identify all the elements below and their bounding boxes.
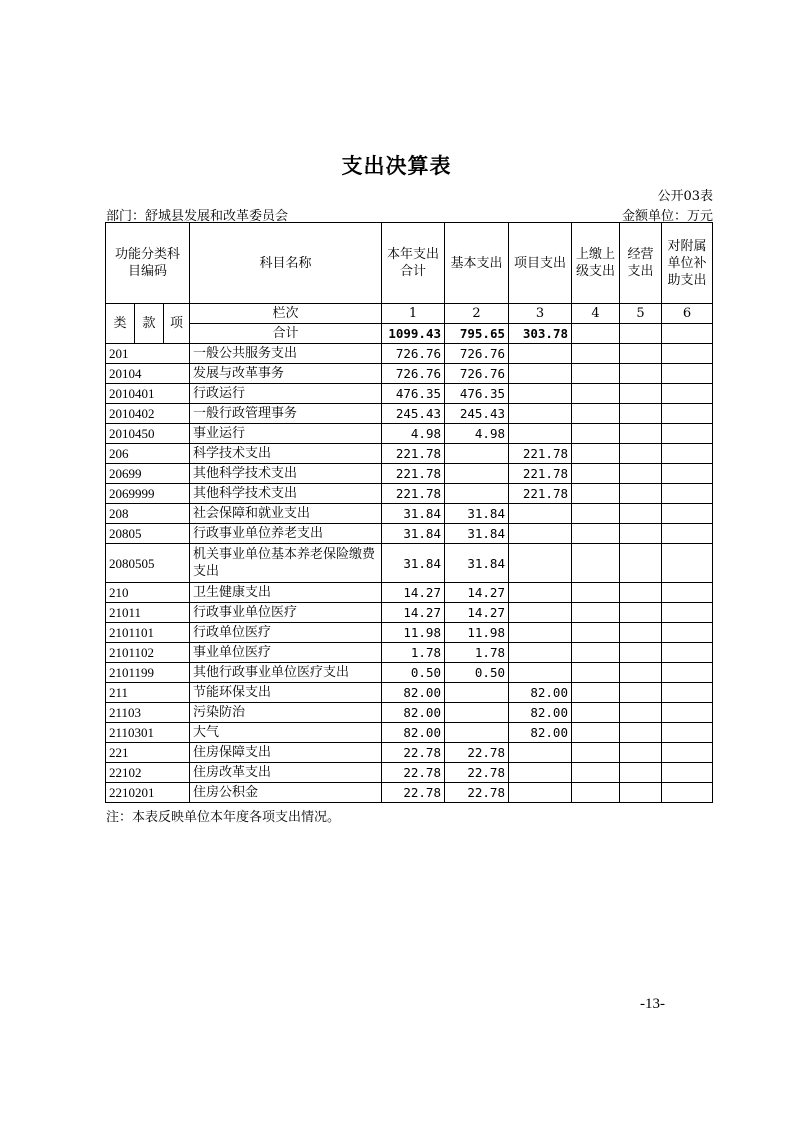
- row-subject-name: 事业单位医疗: [190, 643, 382, 663]
- row-project: [509, 504, 572, 524]
- row-project: [509, 603, 572, 623]
- header-remit: 上缴上级支出: [572, 223, 620, 304]
- row-subsidy: [662, 404, 713, 424]
- row-remit: [572, 723, 620, 743]
- row-project: 82.00: [509, 683, 572, 703]
- row-operating: [620, 544, 662, 583]
- row-subsidy: [662, 643, 713, 663]
- row-subject-name: 社会保障和就业支出: [190, 504, 382, 524]
- row-subsidy: [662, 683, 713, 703]
- page-title: 支出决算表: [341, 154, 452, 178]
- row-total: 221.78: [382, 464, 445, 484]
- row-subsidy: [662, 763, 713, 783]
- header-subject-name: 科目名称: [190, 223, 382, 304]
- total-remit: [572, 324, 620, 344]
- header-row: [106, 223, 713, 304]
- row-basic: 726.76: [445, 344, 509, 364]
- row-code: 2069999: [106, 484, 190, 504]
- row-project: [509, 424, 572, 444]
- header-kuan: 款: [135, 304, 164, 344]
- row-basic: 245.43: [445, 404, 509, 424]
- row-code: 208: [106, 504, 190, 524]
- row-remit: [572, 783, 620, 803]
- row-code: 2010450: [106, 424, 190, 444]
- row-basic: 31.84: [445, 524, 509, 544]
- table-row: [106, 763, 713, 783]
- row-code: 21103: [106, 703, 190, 723]
- header-xiang: 项: [164, 304, 190, 344]
- expenditure-table: [105, 222, 713, 803]
- row-basic: [445, 703, 509, 723]
- row-subject-name: 住房改革支出: [190, 763, 382, 783]
- row-subsidy: [662, 603, 713, 623]
- row-subject-name: 一般行政管理事务: [190, 404, 382, 424]
- row-remit: [572, 464, 620, 484]
- row-subsidy: [662, 524, 713, 544]
- total-operating: [620, 324, 662, 344]
- row-basic: [445, 723, 509, 743]
- col-index-5: 5: [620, 304, 662, 324]
- row-subject-name: 其他科学技术支出: [190, 464, 382, 484]
- table-row: [106, 544, 713, 583]
- row-code: 2101199: [106, 663, 190, 683]
- header-project: 项目支出: [509, 223, 572, 304]
- row-subsidy: [662, 484, 713, 504]
- row-subsidy: [662, 384, 713, 404]
- row-operating: [620, 364, 662, 384]
- row-operating: [620, 603, 662, 623]
- row-subject-name: 事业运行: [190, 424, 382, 444]
- row-remit: [572, 603, 620, 623]
- header-lei: 类: [106, 304, 135, 344]
- row-total: 4.98: [382, 424, 445, 444]
- row-subsidy: [662, 703, 713, 723]
- row-subsidy: [662, 663, 713, 683]
- row-basic: 22.78: [445, 763, 509, 783]
- row-operating: [620, 623, 662, 643]
- row-remit: [572, 643, 620, 663]
- row-total: 11.98: [382, 623, 445, 643]
- row-operating: [620, 464, 662, 484]
- row-code: 2010402: [106, 404, 190, 424]
- row-subsidy: [662, 723, 713, 743]
- row-basic: 1.78: [445, 643, 509, 663]
- row-code: 20805: [106, 524, 190, 544]
- row-subsidy: [662, 364, 713, 384]
- row-project: [509, 743, 572, 763]
- row-subsidy: [662, 344, 713, 364]
- row-code: 2210201: [106, 783, 190, 803]
- row-project: [509, 783, 572, 803]
- row-code: 20699: [106, 464, 190, 484]
- row-subject-name: 住房公积金: [190, 783, 382, 803]
- row-code: 210: [106, 583, 190, 603]
- table-row: [106, 444, 713, 464]
- row-basic: 22.78: [445, 783, 509, 803]
- col-index-4: 4: [572, 304, 620, 324]
- row-remit: [572, 623, 620, 643]
- row-total: 22.78: [382, 783, 445, 803]
- row-total: 726.76: [382, 364, 445, 384]
- row-total: 31.84: [382, 544, 445, 583]
- row-operating: [620, 683, 662, 703]
- column-index-row: [106, 304, 713, 324]
- row-basic: [445, 484, 509, 504]
- row-subject-name: 污染防治: [190, 703, 382, 723]
- row-total: 31.84: [382, 504, 445, 524]
- row-basic: [445, 683, 509, 703]
- table-row: [106, 404, 713, 424]
- row-operating: [620, 504, 662, 524]
- row-total: 22.78: [382, 763, 445, 783]
- col-index-2: 2: [445, 304, 509, 324]
- row-operating: [620, 444, 662, 464]
- col-index-6: 6: [662, 304, 713, 324]
- row-total: 82.00: [382, 703, 445, 723]
- total-project: 303.78: [509, 324, 572, 344]
- row-project: [509, 524, 572, 544]
- row-subsidy: [662, 743, 713, 763]
- table-row: [106, 484, 713, 504]
- row-operating: [620, 404, 662, 424]
- row-subsidy: [662, 623, 713, 643]
- row-basic: 4.98: [445, 424, 509, 444]
- row-total: 0.50: [382, 663, 445, 683]
- row-subject-name: 大气: [190, 723, 382, 743]
- page-number: -13-: [640, 996, 665, 1012]
- row-remit: [572, 444, 620, 464]
- row-operating: [620, 783, 662, 803]
- row-basic: 0.50: [445, 663, 509, 683]
- row-subject-name: 卫生健康支出: [190, 583, 382, 603]
- row-code: 2010401: [106, 384, 190, 404]
- row-total: 476.35: [382, 384, 445, 404]
- table-row: [106, 783, 713, 803]
- header-basic: 基本支出: [445, 223, 509, 304]
- row-total: 31.84: [382, 524, 445, 544]
- row-total: 1.78: [382, 643, 445, 663]
- row-project: [509, 384, 572, 404]
- row-project: 82.00: [509, 703, 572, 723]
- table-row: [106, 384, 713, 404]
- row-operating: [620, 643, 662, 663]
- row-code: 22102: [106, 763, 190, 783]
- row-total: 245.43: [382, 404, 445, 424]
- row-remit: [572, 344, 620, 364]
- header-total: 本年支出合计: [382, 223, 445, 304]
- row-subsidy: [662, 504, 713, 524]
- row-subject-name: 行政事业单位医疗: [190, 603, 382, 623]
- row-remit: [572, 484, 620, 504]
- total-amount: 1099.43: [382, 324, 445, 344]
- row-basic: 22.78: [445, 743, 509, 763]
- row-basic: 31.84: [445, 544, 509, 583]
- row-code: 20104: [106, 364, 190, 384]
- header-subsidy: 对附属单位补助支出: [662, 223, 713, 304]
- row-project: [509, 623, 572, 643]
- row-code: 2080505: [106, 544, 190, 583]
- table-row: [106, 524, 713, 544]
- form-code: 公开03表: [657, 189, 713, 204]
- col-index-3: 3: [509, 304, 572, 324]
- footnote: 注：本表反映单位本年度各项支出情况。: [106, 810, 341, 825]
- row-subject-name: 机关事业单位基本养老保险缴费支出: [190, 544, 382, 583]
- row-subject-name: 其他行政事业单位医疗支出: [190, 663, 382, 683]
- table-row: [106, 344, 713, 364]
- row-remit: [572, 364, 620, 384]
- row-basic: 14.27: [445, 603, 509, 623]
- row-basic: [445, 464, 509, 484]
- row-remit: [572, 524, 620, 544]
- row-code: 201: [106, 344, 190, 364]
- row-subject-name: 行政运行: [190, 384, 382, 404]
- row-subsidy: [662, 583, 713, 603]
- table-row: [106, 504, 713, 524]
- table-row: [106, 723, 713, 743]
- table-row: [106, 683, 713, 703]
- row-project: [509, 643, 572, 663]
- row-code: 2110301: [106, 723, 190, 743]
- row-subsidy: [662, 464, 713, 484]
- row-operating: [620, 583, 662, 603]
- row-subject-name: 其他科学技术支出: [190, 484, 382, 504]
- header-operating: 经营支出: [620, 223, 662, 304]
- row-operating: [620, 763, 662, 783]
- row-basic: 11.98: [445, 623, 509, 643]
- table-row: [106, 583, 713, 603]
- row-total: 82.00: [382, 683, 445, 703]
- row-subsidy: [662, 424, 713, 444]
- total-row: [106, 324, 713, 344]
- row-total: 726.76: [382, 344, 445, 364]
- row-remit: [572, 583, 620, 603]
- row-total: 14.27: [382, 583, 445, 603]
- row-remit: [572, 743, 620, 763]
- table-row: [106, 424, 713, 444]
- row-remit: [572, 663, 620, 683]
- row-subsidy: [662, 544, 713, 583]
- row-operating: [620, 663, 662, 683]
- row-project: [509, 364, 572, 384]
- row-project: [509, 763, 572, 783]
- row-project: [509, 344, 572, 364]
- row-code: 2101102: [106, 643, 190, 663]
- row-remit: [572, 544, 620, 583]
- row-remit: [572, 763, 620, 783]
- row-total: 22.78: [382, 743, 445, 763]
- row-total: 221.78: [382, 484, 445, 504]
- row-subject-name: 行政事业单位养老支出: [190, 524, 382, 544]
- row-code: 21011: [106, 603, 190, 623]
- row-remit: [572, 683, 620, 703]
- row-subject-name: 发展与改革事务: [190, 364, 382, 384]
- row-subject-name: 一般公共服务支出: [190, 344, 382, 364]
- row-project: [509, 404, 572, 424]
- row-total: 221.78: [382, 444, 445, 464]
- row-subsidy: [662, 783, 713, 803]
- table-row: [106, 464, 713, 484]
- row-project: 221.78: [509, 484, 572, 504]
- row-operating: [620, 484, 662, 504]
- row-remit: [572, 404, 620, 424]
- row-total: 82.00: [382, 723, 445, 743]
- total-subsidy: [662, 324, 713, 344]
- department-label: 部门：舒城县发展和改革委员会: [106, 209, 289, 224]
- row-remit: [572, 504, 620, 524]
- row-project: 221.78: [509, 464, 572, 484]
- row-operating: [620, 424, 662, 444]
- row-remit: [572, 703, 620, 723]
- table-row: [106, 663, 713, 683]
- row-operating: [620, 344, 662, 364]
- row-subject-name: 行政单位医疗: [190, 623, 382, 643]
- row-basic: 31.84: [445, 504, 509, 524]
- row-code: 221: [106, 743, 190, 763]
- header-lanci: 栏次: [190, 304, 382, 324]
- row-remit: [572, 424, 620, 444]
- row-basic: 14.27: [445, 583, 509, 603]
- table-row: [106, 743, 713, 763]
- row-operating: [620, 743, 662, 763]
- row-operating: [620, 703, 662, 723]
- table-row: [106, 703, 713, 723]
- row-project: 82.00: [509, 723, 572, 743]
- table-row: [106, 364, 713, 384]
- row-operating: [620, 723, 662, 743]
- row-basic: 726.76: [445, 364, 509, 384]
- row-code: 2101101: [106, 623, 190, 643]
- table-row: [106, 643, 713, 663]
- row-operating: [620, 384, 662, 404]
- total-label: 合计: [190, 324, 382, 344]
- col-index-1: 1: [382, 304, 445, 324]
- row-total: 14.27: [382, 603, 445, 623]
- table-row: [106, 603, 713, 623]
- row-basic: [445, 444, 509, 464]
- row-remit: [572, 384, 620, 404]
- header-func-code: 功能分类科目编码: [106, 223, 190, 304]
- table-row: [106, 623, 713, 643]
- amount-unit-label: 金额单位：万元: [621, 209, 713, 224]
- row-code: 211: [106, 683, 190, 703]
- row-operating: [620, 524, 662, 544]
- row-basic: 476.35: [445, 384, 509, 404]
- row-subject-name: 住房保障支出: [190, 743, 382, 763]
- row-code: 206: [106, 444, 190, 464]
- total-basic: 795.65: [445, 324, 509, 344]
- row-project: [509, 663, 572, 683]
- row-subject-name: 科学技术支出: [190, 444, 382, 464]
- row-subsidy: [662, 444, 713, 464]
- row-project: 221.78: [509, 444, 572, 464]
- row-project: [509, 544, 572, 583]
- row-subject-name: 节能环保支出: [190, 683, 382, 703]
- row-project: [509, 583, 572, 603]
